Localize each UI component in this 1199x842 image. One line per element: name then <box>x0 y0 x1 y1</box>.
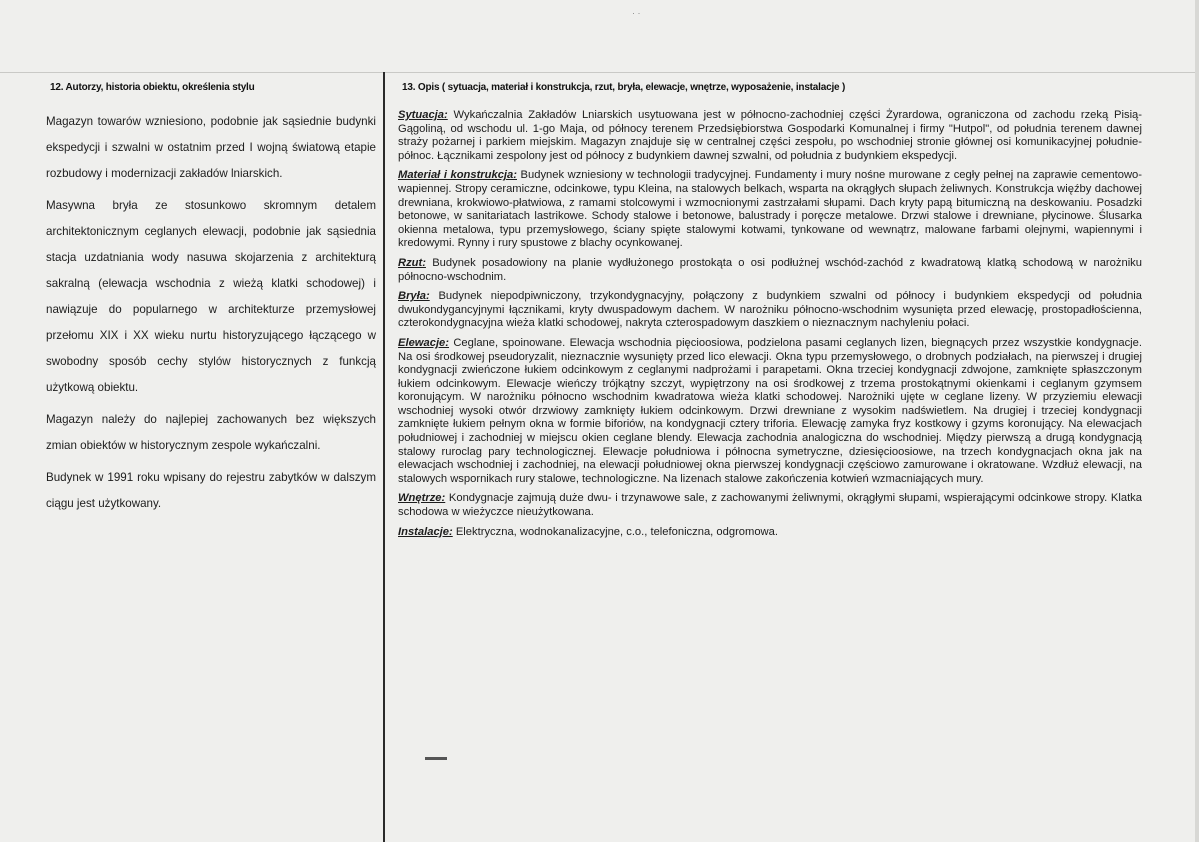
label-material: Materiał i konstrukcja: <box>398 169 517 182</box>
description-interior <box>398 492 1142 519</box>
description-situation <box>398 109 1142 163</box>
text-facades: Ceglane, spoinowane. Elewacja wschodnia pięcioosiowa, podzielona pasami ceglanych lizen, biegnących przez wszystkie kondygnacje. Na osi środkowej pseudoryzalit, nieznacznie wysunięty przed lico elewacji. Okna typu przemysłowego, o drobnych podziałach, na pierwszej i drugiej kondygnacji zwieńczone łukiem odcinkowym z ceglanymi nadprożami i parapetami. Okna trzeciej kondygnacji zdwojone, zamknięte spłaszczonym łukiem odcinkowym. Elewacje wieńczy trójkątny szczyt, wypiętrzony na osi środkowej z trzema prostokątnymi okienkami i ceglanym gzymsem koronującym. W narożniku północno wschodnim kwadratowa wieża klatki schodowej. Narożniki ujęte w ceglane lizeny. W przyziemiu elewacji wschodniej wysoki otwór drzwiowy zamknięty łukiem odcinkowym. Drzwi drewniane z wysokim nadświetlem. Na drugiej i trzeciej kondygnacji zamknięte łukiem pełnym okna w formie biforiów, na kondygnacji cztery triforia. Elewację zamyka fryz kostkowy i gzyms koronujący. Na elewacjach południowej i zachodniej w miejscu okien ceglane blendy. Elewacja zachodnia analogiczna do wschodniej. Między pierwszą a drugą kondygnacją stalowy ruroclag pary technologicznej. Elewacje południowa i północna symetryczne, dziesięcioosiowe, na trzech kondygnacjach okna jak na elewacjach wschodniej i zachodniej, na elewacji południowej okna pierwszej kondygnacji częściowo zamurowane i okratowane. Wzdłuż elewacji, na stalowych wspornikach rury stalowe, technologiczne. Na lizenach stalowe zakończenia kotwień wzmacniających mury. <box>398 336 1142 485</box>
history-paragraph-1: Magazyn towarów wzniesiono, podobnie jak sąsiednie budynki ekspedycji i szwalni w ostatnim przed I wojną światową etapie rozbudowy i modernizacji zakładów lniarskich. <box>46 115 376 180</box>
right-column <box>398 82 1142 545</box>
section-12-heading: 12. Autorzy, historia obiektu, określenia stylu <box>50 82 255 93</box>
scan-specks: · · <box>632 8 641 18</box>
text-plan: Budynek posadowiony na planie wydłużonego prostokąta o osi podłużnej wschód-zachód z kwadratową klatką schodową w narożniku północno-wschodnim. <box>398 256 1142 283</box>
history-paragraph-3: Magazyn należy do najlepiej zachowanych bez większych zmian obiektów w historycznym zespole wykańczalni. <box>46 413 376 452</box>
label-plan: Rzut: <box>398 256 426 269</box>
text-mass: Budynek niepodpiwniczony, trzykondygnacyjny, połączony z budynkiem szwalni od północy i budynkiem ekspedycji od południa dwukondygancyjnymi łącznikami, kryty dwuspadowym dachem. W narożniku północno-wschodnim wysunięta przed elewację, prostopadłościenna, czterokondygnacyjna wieża klatki schodowej, nakryta czterospadowym daszkiem o nieznacznym nachyleniu połaci. <box>398 290 1142 330</box>
left-column <box>46 82 376 517</box>
column-divider <box>383 72 385 842</box>
top-rule <box>0 72 1199 73</box>
label-situation: Sytuacja: <box>398 109 448 121</box>
section-13-heading: 13. Opis ( sytuacja, materiał i konstrukcja, rzut, bryła, elewacje, wnętrze, wyposażenie, instalacje ) <box>402 82 846 93</box>
page-edge <box>1195 0 1199 842</box>
label-interior: Wnętrze: <box>398 492 446 505</box>
label-mass: Bryła: <box>398 290 430 303</box>
description-installations <box>398 526 1142 540</box>
text-installations: Elektryczna, wodnokanalizacyjne, c.o., telefoniczna, odgromowa. <box>452 525 778 538</box>
history-paragraph-2: Masywna bryła ze stosunkowo skromnym detalem architektonicznym ceglanych elewacji, podobnie jak sąsiednia stacja uzdatniania wody nasuwa skojarzenia z architekturą sakralną (elewacja wschodnia z wieżą klatki schodowej) i nawiązuje do popularnego w architekturze przemysłowej przełomu XIX i XX wieku nurtu historyzującego łączącego w swobodny sposób cechy stylów historycznych z funkcją użytkową obiektu. <box>46 199 376 394</box>
text-material: Budynek wzniesiony w technologii tradycyjnej. Fundamenty i mury nośne murowane z cegły pełnej na zaprawie cementowo-wapiennej. Stropy ceramiczne, odcinkowe, typu Kleina, na stalowych belkach, wsparta na okrągłych słupach żeliwnych. Konstrukcja więźby dachowej drewniana, krokwiowo-płatwiowa, z ramami stolcowymi i wzmocnionymi zastrzałami słupami. Dach kryty papą bitumiczną na deskowaniu. Posadzki betonowe, w sanitariatach lastrikowe. Schody stalowe i betonowe, balustrady i poręcze metalowe. Drzwi stalowe i drewniane, płycinowe. Ślusarka okienna metalowa, typu przemysłowego, ściany spięte stalowymi kotwami, tynkowane od wewnątrz, malowane farbami olejnymi, wapiennymi i kredowymi. Rynny i rury spustowe z blachy ocynkowanej. <box>398 169 1142 250</box>
description-material <box>398 169 1142 251</box>
text-interior: Kondygnacje zajmują duże dwu- i trzynawowe sale, z zachowanymi żeliwnymi, okrągłymi słupami, wspierającymi odcinkowe stropy. Klatka schodowa w wieżyczce nieużytkowana. <box>398 492 1142 519</box>
scan-mark <box>425 757 447 760</box>
label-installations: Instalacje: <box>398 525 453 538</box>
text-situation: Wykańczalnia Zakładów Lniarskich usytuowana jest w północno-zachodniej części Żyrardowa, ograniczona od zachodu rzeką Pisią-Gągoliną, od wschodu ul. 1-go Maja, od północy terenem Przedsiębiorstwa Gospodarki Komunalnej i firmy "Hutpol", od południa terenem dawnej straży pożarnej i parkiem miejskim. Magazyn znajduje się w centralnej części zespołu, po wschodniej stronie głównej osi komunikacyjnej południe-północ. Łącznikami zespolony jest od północy z budynkiem dawnej szwalni, od południa z budynkiem ekspedycji. <box>398 109 1142 162</box>
right-body <box>398 109 1142 539</box>
left-body <box>46 109 376 517</box>
history-paragraph-4: Budynek w 1991 roku wpisany do rejestru zabytków w dalszym ciągu jest użytkowany. <box>46 471 376 510</box>
label-facades: Elewacje: <box>398 336 449 349</box>
description-facades <box>398 337 1142 487</box>
description-plan <box>398 257 1142 284</box>
description-mass <box>398 290 1142 331</box>
